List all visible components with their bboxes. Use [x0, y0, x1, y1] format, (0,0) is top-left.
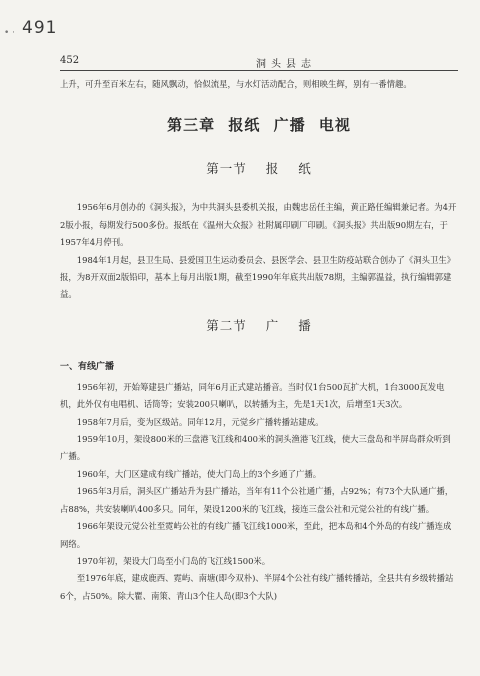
- subheading-wired-broadcast: 一、有线广播: [60, 361, 115, 372]
- scan-page-number: 491: [22, 18, 58, 38]
- body-paragraph: 1959年10月，架设800米的三盘港飞江线和400米的洞头渔港飞江线，使大三盘岛和半屏岛群众听到广播。: [60, 434, 451, 462]
- body-paragraph: 1956年6月创办的《洞头报》，为中共洞头县委机关报，由魏忠岳任主编，黄正路任编辑兼记者。为4开2版小报，每期发行500多份。报纸在《温州大众报》社附属印刷厂印刷。《洞头报》共出版90期左右，于1957年4月停刊。: [60, 202, 457, 248]
- body-paragraph: 1970年初，架设大门岛至小门岛的飞江线1500米。: [76, 555, 271, 566]
- scan-marks: • ·: [4, 28, 16, 38]
- book-title: 洞头县志: [256, 59, 316, 70]
- opening-paragraph: 上升，可升至百米左右，随风飘动，恰似流星，与水灯活动配合，则相映生辉，别有一番情趣。: [60, 79, 412, 89]
- running-header: [60, 52, 458, 71]
- section-title-newspapers: 第一节 报 纸: [206, 161, 312, 177]
- page-body: [60, 76, 458, 605]
- body-paragraph: 1960年，大门区建成有线广播站，使大门岛上的3个乡通了广播。: [76, 468, 322, 479]
- chapter-title: 第三章 报纸 广播 电视: [167, 116, 351, 135]
- body-paragraph: 1966年架设元觉公社至霓屿公社的有线广播飞江线1000米，至此，把本岛和4个外岛的有线广播连成网络。: [60, 521, 452, 549]
- body-paragraph: 至1976年底，建成鹿西、霓屿、南塘(即今双朴)、半屏4个公社有线广播转播站，全县共有乡级转播站6个，占50%。除大瞿、南策、青山3个住人岛(即3个大队): [60, 573, 454, 601]
- page-number: 452: [60, 55, 80, 66]
- section-title-broadcasting: 第二节 广 播: [206, 317, 312, 333]
- body-paragraph: 1965年3月后，洞头区广播站升为县广播站，当年有11个公社通广播，占92%；有73个大队通广播，占88%，共安装喇叭400多只。同年，架设1200米的飞江线，接连三盘公社和元觉公社的有线广播。: [60, 486, 454, 514]
- body-paragraph: 1958年7月后，变为区级站。同年12月，元觉乡广播转播站建成。: [76, 416, 324, 427]
- body-paragraph: 1984年1月起，县卫生局、县爱国卫生运动委员会、县医学会、县卫生防疫站联合创办了《洞头卫生》报，为8开双面2版铅印，基本上每月出版1期，截至1990年年底共出版78期，主编郭温益，执行编辑郭建益。: [60, 254, 456, 300]
- body-paragraph: 1956年初，开始筹建县广播站，同年6月正式建站播音。当时仅1台500瓦扩大机，1台3000瓦发电机，此外仅有电唱机、话筒等；安装200只喇叭，以转播为主，先是1天1次，后增至1天3次。: [60, 381, 445, 410]
